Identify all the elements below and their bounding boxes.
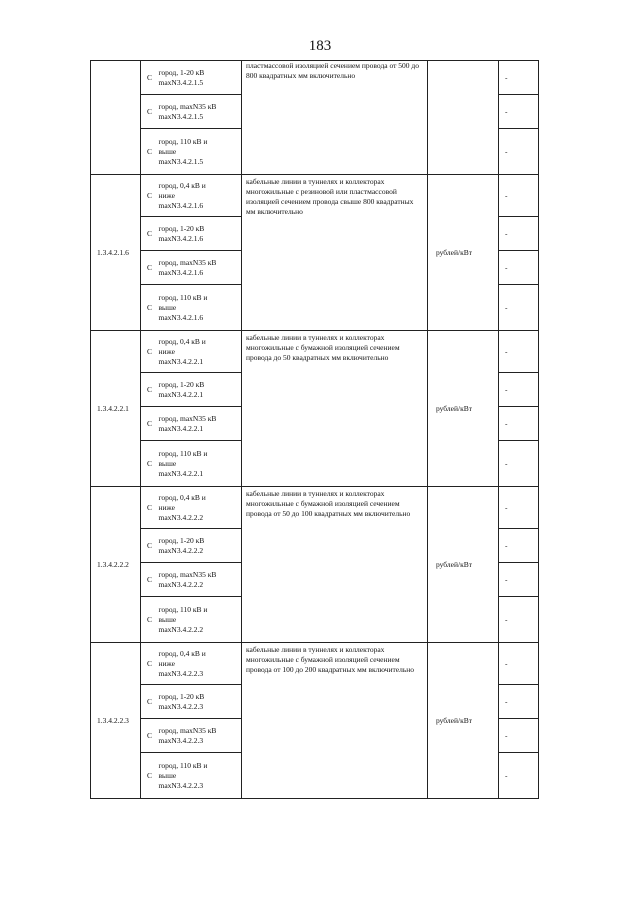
item-number-cell: 1.3.4.2.2.2	[91, 487, 141, 643]
value-cell: -	[499, 373, 539, 407]
description-cell: кабельные линии в туннелях и коллекторах многожильные с бумажной изоляцией сечением провода до 50 квадратных мм включительно	[242, 331, 428, 487]
voltage-level-cell: город, 110 кВ и выше maxN3.4.2.2.1	[159, 441, 242, 487]
voltage-level-cell: город, 0,4 кВ и ниже maxN3.4.2.2.3	[159, 643, 242, 685]
voltage-level-cell: город, 1-20 кВ maxN3.4.2.1.5	[159, 61, 242, 95]
value-cell: -	[499, 441, 539, 487]
voltage-level-cell: город, 1-20 кВ maxN3.4.2.1.6	[159, 217, 242, 251]
category-letter-cell: С	[141, 597, 159, 643]
unit-cell: рублей/кВт	[428, 643, 499, 799]
description-cell: кабельные линии в туннелях и коллекторах многожильные с бумажной изоляцией сечением провода от 100 до 200 квадратных мм включительно	[242, 643, 428, 799]
value-cell: -	[499, 529, 539, 563]
value-cell: -	[499, 407, 539, 441]
voltage-level-cell: город, 110 кВ и выше maxN3.4.2.2.3	[159, 753, 242, 799]
voltage-level-cell: город, maxN35 кВ maxN3.4.2.1.6	[159, 251, 242, 285]
category-letter-cell: С	[141, 251, 159, 285]
table-row	[91, 61, 539, 95]
value-cell: -	[499, 251, 539, 285]
voltage-level-cell: город, 1-20 кВ maxN3.4.2.2.2	[159, 529, 242, 563]
unit-cell: рублей/кВт	[428, 331, 499, 487]
category-letter-cell: С	[141, 753, 159, 799]
voltage-level-cell: город, 0,4 кВ и ниже maxN3.4.2.2.2	[159, 487, 242, 529]
category-letter-cell: С	[141, 285, 159, 331]
category-letter-cell: С	[141, 373, 159, 407]
value-cell: -	[499, 95, 539, 129]
category-letter-cell: С	[141, 331, 159, 373]
category-letter-cell: С	[141, 175, 159, 217]
category-letter-cell: С	[141, 407, 159, 441]
voltage-level-cell: город, maxN35 кВ maxN3.4.2.2.3	[159, 719, 242, 753]
voltage-level-cell: город, 110 кВ и выше maxN3.4.2.1.6	[159, 285, 242, 331]
voltage-level-cell: город, maxN35 кВ maxN3.4.2.2.1	[159, 407, 242, 441]
unit-cell	[428, 61, 499, 175]
voltage-level-cell: город, 1-20 кВ maxN3.4.2.2.1	[159, 373, 242, 407]
category-letter-cell: С	[141, 487, 159, 529]
value-cell: -	[499, 331, 539, 373]
item-number-cell	[91, 61, 141, 175]
value-cell: -	[499, 563, 539, 597]
table-row	[91, 487, 539, 529]
voltage-level-cell: город, 0,4 кВ и ниже maxN3.4.2.1.6	[159, 175, 242, 217]
table-row	[91, 175, 539, 217]
item-number-cell: 1.3.4.2.2.3	[91, 643, 141, 799]
category-letter-cell: С	[141, 685, 159, 719]
value-cell: -	[499, 285, 539, 331]
value-cell: -	[499, 753, 539, 799]
category-letter-cell: С	[141, 217, 159, 251]
value-cell: -	[499, 61, 539, 95]
table-row	[91, 331, 539, 373]
category-letter-cell: С	[141, 529, 159, 563]
item-number-cell: 1.3.4.2.2.1	[91, 331, 141, 487]
value-cell: -	[499, 643, 539, 685]
description-cell: кабельные линии в туннелях и коллекторах многожильные с резиновой или пластмассовой изоляцией сечением провода свыше 800 квадратных мм включительно	[242, 175, 428, 331]
category-letter-cell: С	[141, 563, 159, 597]
voltage-level-cell: город, 110 кВ и выше maxN3.4.2.1.5	[159, 129, 242, 175]
category-letter-cell: С	[141, 643, 159, 685]
unit-cell: рублей/кВт	[428, 175, 499, 331]
value-cell: -	[499, 487, 539, 529]
voltage-level-cell: город, maxN35 кВ maxN3.4.2.2.2	[159, 563, 242, 597]
value-cell: -	[499, 175, 539, 217]
table-row	[91, 643, 539, 685]
value-cell: -	[499, 685, 539, 719]
tariff-table	[90, 60, 539, 799]
category-letter-cell: С	[141, 129, 159, 175]
value-cell: -	[499, 217, 539, 251]
tariff-table-body	[91, 61, 539, 799]
value-cell: -	[499, 719, 539, 753]
voltage-level-cell: город, 1-20 кВ maxN3.4.2.2.3	[159, 685, 242, 719]
value-cell: -	[499, 597, 539, 643]
voltage-level-cell: город, 110 кВ и выше maxN3.4.2.2.2	[159, 597, 242, 643]
page-number: 183	[308, 38, 332, 54]
item-number-cell: 1.3.4.2.1.6	[91, 175, 141, 331]
description-cell: пластмассовой изоляцией сечением провода от 500 до 800 квадратных мм включительно	[242, 61, 428, 175]
voltage-level-cell: город, maxN35 кВ maxN3.4.2.1.5	[159, 95, 242, 129]
category-letter-cell: С	[141, 441, 159, 487]
category-letter-cell: С	[141, 95, 159, 129]
category-letter-cell: С	[141, 719, 159, 753]
description-cell: кабельные линии в туннелях и коллекторах многожильные с бумажной изоляцией сечением провода от 50 до 100 квадратных мм включительно	[242, 487, 428, 643]
unit-cell: рублей/кВт	[428, 487, 499, 643]
value-cell: -	[499, 129, 539, 175]
category-letter-cell: С	[141, 61, 159, 95]
voltage-level-cell: город, 0,4 кВ и ниже maxN3.4.2.2.1	[159, 331, 242, 373]
